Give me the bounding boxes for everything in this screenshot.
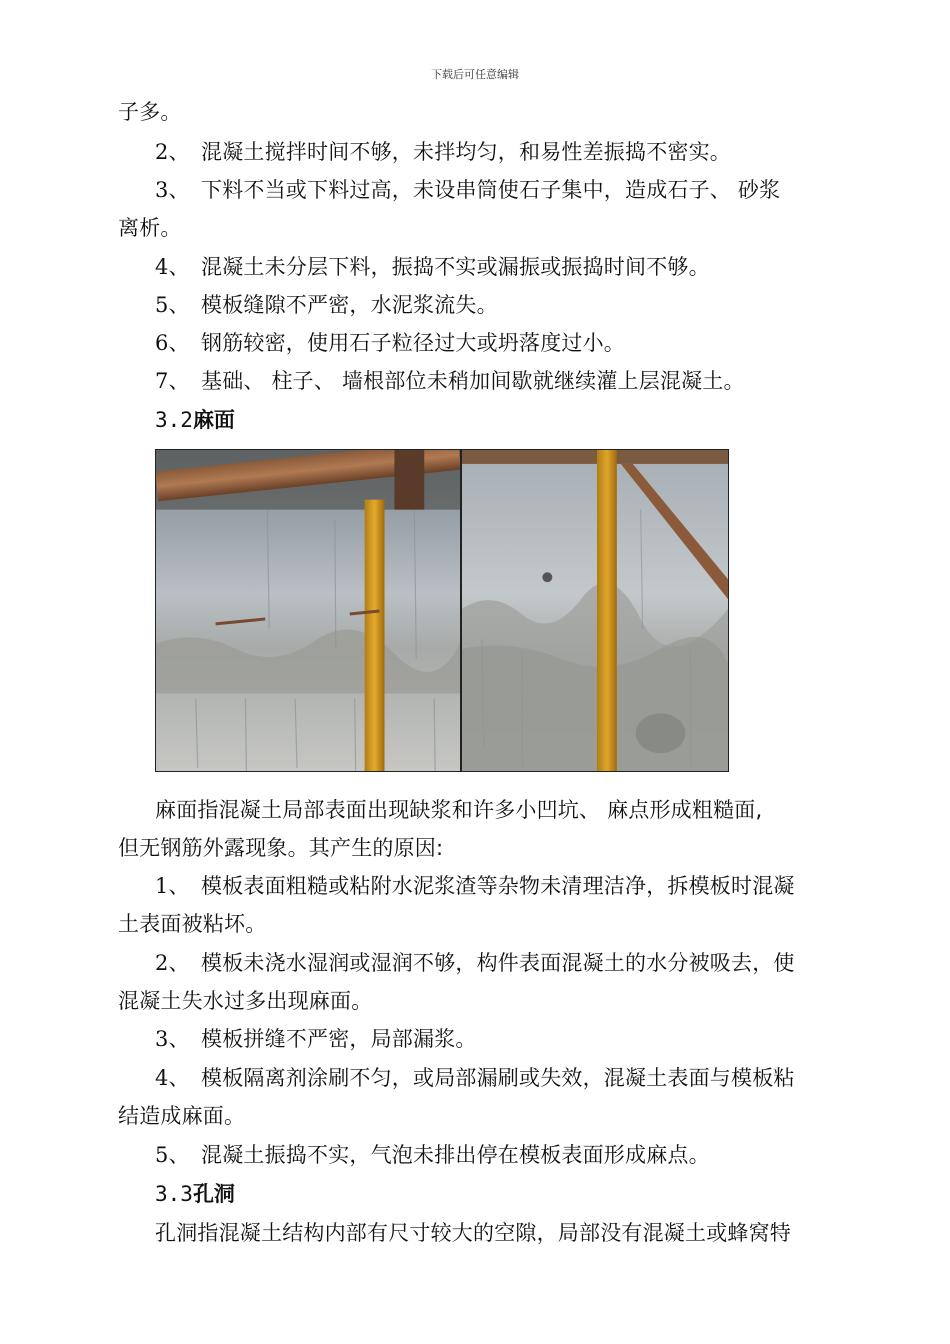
list-item: 3、 下料不当或下料过高，未设串筒使石子集中，造成石子、 砂浆 — [155, 178, 781, 202]
text-line: 结造成麻面。 — [118, 1104, 246, 1128]
list-item: 4、 模板隔离剂涂刷不匀，或局部漏刷或失效，混凝土表面与模板粘 — [155, 1066, 795, 1090]
list-item: 3、 模板拼缝不严密，局部漏浆。 — [155, 1027, 477, 1051]
text-line: 混凝土失水过多出现麻面。 — [118, 989, 373, 1013]
list-item: 2、 混凝土搅拌时间不够，未拌均匀，和易性差振捣不密实。 — [155, 140, 731, 164]
concrete-wall-photo — [461, 449, 729, 772]
paragraph-line: 麻面指混凝土局部表面出现缺浆和许多小凹坑、 麻点形成粗糙面, — [155, 798, 763, 822]
list-item: 5、 混凝土振捣不实，气泡未排出停在模板表面形成麻点。 — [155, 1143, 710, 1167]
text-line: 离析。 — [118, 216, 182, 240]
list-item: 5、 模板缝隙不严密，水泥浆流失。 — [155, 293, 498, 317]
page-header: 下载后可任意编辑 — [431, 68, 519, 81]
text-line: 但无钢筋外露现象。其产生的原因: — [118, 836, 444, 860]
list-item: 4、 混凝土未分层下料，振捣不实或漏振或振捣时间不够。 — [155, 255, 710, 279]
paragraph-line: 孔洞指混凝土结构内部有尺寸较大的空隙，局部没有混凝土或蜂窝特 — [155, 1221, 791, 1245]
section-heading: 3.2麻面 — [155, 408, 235, 432]
list-item: 2、 模板未浇水湿润或湿润不够，构件表面混凝土的水分被吸去，使 — [155, 951, 795, 975]
text-line: 土表面被粘坏。 — [118, 912, 267, 936]
list-item: 1、 模板表面粗糙或粘附水泥浆渣等杂物未清理洁净，拆模板时混凝 — [155, 874, 795, 898]
text-line: 子多。 — [118, 100, 182, 124]
section-heading: 3.3孔洞 — [155, 1182, 235, 1206]
list-item: 6、 钢筋较密，使用石子粒径过大或坍落度过小。 — [155, 331, 625, 355]
concrete-wall-photo — [155, 449, 461, 772]
list-item: 7、 基础、 柱子、 墙根部位未稍加间歇就继续灌上层混凝土。 — [155, 369, 745, 393]
